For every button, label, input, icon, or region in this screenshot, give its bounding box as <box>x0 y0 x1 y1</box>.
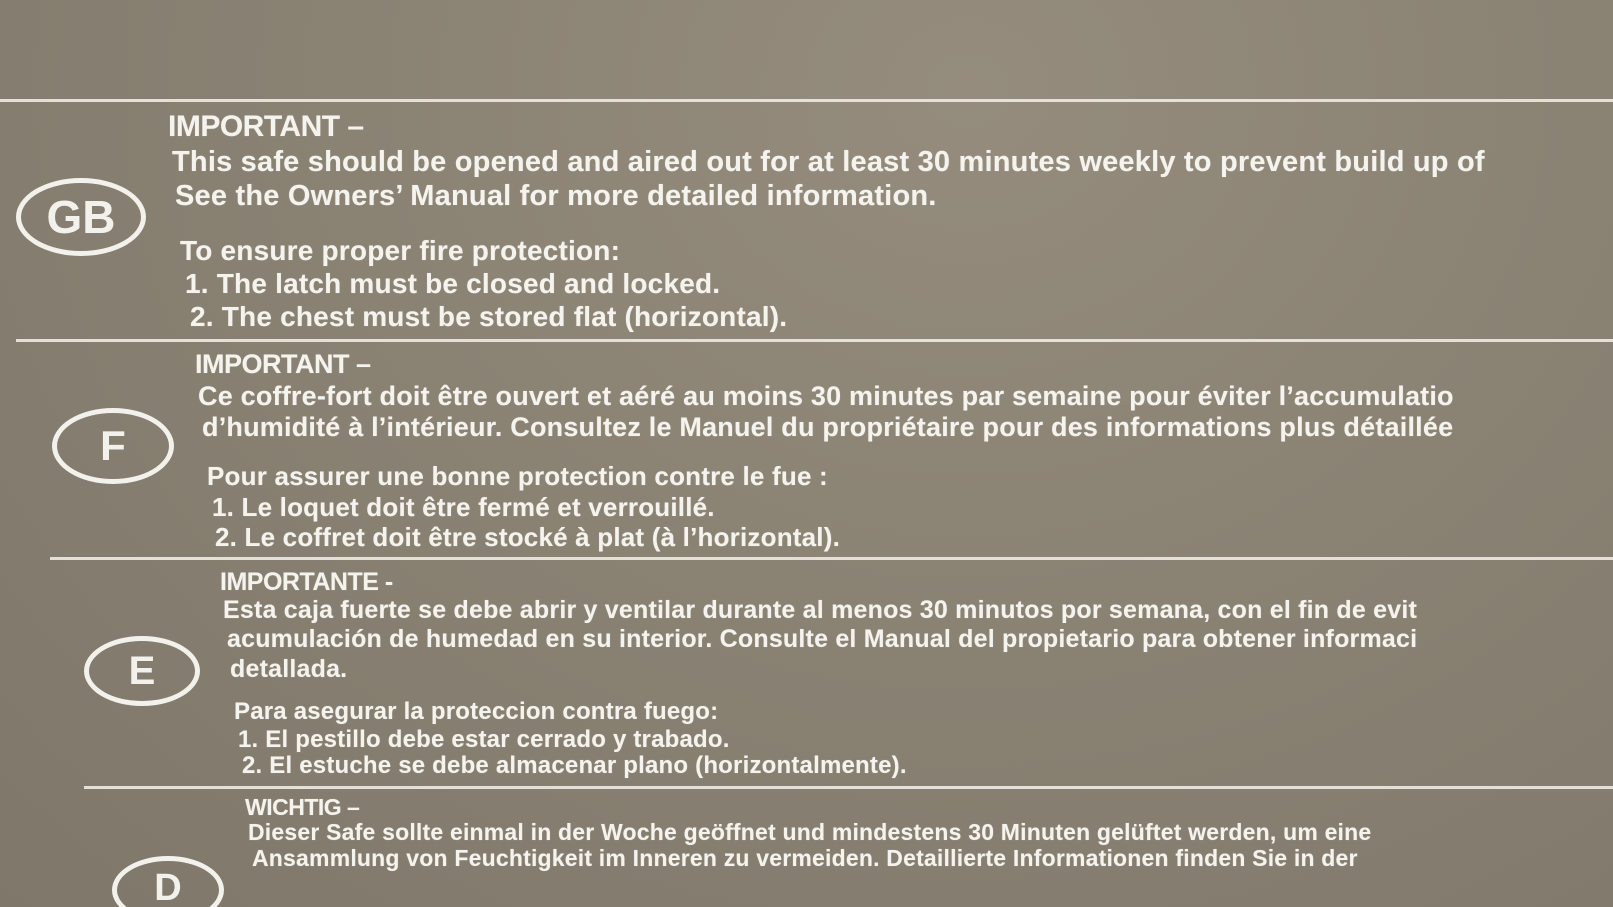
body-line: detallada. <box>230 655 348 683</box>
language-badge-f <box>52 408 174 484</box>
divider-gb-f <box>16 339 1613 342</box>
section-heading: IMPORTANT – <box>168 110 364 143</box>
body-line: Ansammlung von Feuchtigkeit im Inneren zu vermeiden. Detaillierte Informationen finden Sie in der <box>252 845 1358 871</box>
body-line: This safe should be opened and aired out for at least 30 minutes weekly to prevent build up of <box>172 146 1485 178</box>
section-subheading: To ensure proper fire protection: <box>180 235 621 266</box>
section-heading: IMPORTANT – <box>195 349 371 379</box>
list-item: 2. Le coffret doit être stocké à plat (à l’horizontal). <box>215 522 840 552</box>
badge-code: D <box>154 867 182 907</box>
list-item: 1. El pestillo debe estar cerrado y trabado. <box>238 726 730 753</box>
badge-code: GB <box>46 191 116 243</box>
body-line: Dieser Safe sollte einmal in der Woche geöffnet und mindestens 30 Minuten gelüftet werden, um eine <box>248 819 1372 845</box>
divider-top <box>0 99 1613 102</box>
divider-e-d <box>84 786 1613 789</box>
list-item: 2. The chest must be stored flat (horizontal). <box>190 301 788 332</box>
badge-code: F <box>100 422 126 469</box>
badge-code: E <box>128 648 156 693</box>
section-heading: WICHTIG – <box>245 794 360 820</box>
section-heading: IMPORTANTE - <box>220 568 393 596</box>
body-line: acumulación de humedad en su interior. Consulte el Manual del propietario para obtener informaci <box>227 625 1418 653</box>
language-badge-d <box>112 856 224 907</box>
divider-f-e <box>50 557 1613 560</box>
body-line: Esta caja fuerte se debe abrir y ventilar durante al menos 30 minutos por semana, con el fin de evit <box>223 596 1418 624</box>
language-badge-gb <box>16 178 146 256</box>
section-subheading: Para asegurar la proteccion contra fuego: <box>234 698 719 725</box>
body-line: Ce coffre-fort doit être ouvert et aéré au moins 30 minutes par semaine pour éviter l’accumulatio <box>198 381 1454 411</box>
section-subheading: Pour assurer une bonne protection contre le fue : <box>207 461 828 491</box>
list-item: 1. Le loquet doit être fermé et verrouillé. <box>212 492 715 522</box>
body-line: See the Owners’ Manual for more detailed information. <box>175 180 937 212</box>
list-item: 2. El estuche se debe almacenar plano (horizontalmente). <box>242 752 907 779</box>
body-line: d’humidité à l’intérieur. Consultez le Manuel du propriétaire pour des informations plus détaillée <box>202 412 1454 442</box>
language-badge-e <box>84 636 200 706</box>
list-item: 1. The latch must be closed and locked. <box>185 268 721 299</box>
